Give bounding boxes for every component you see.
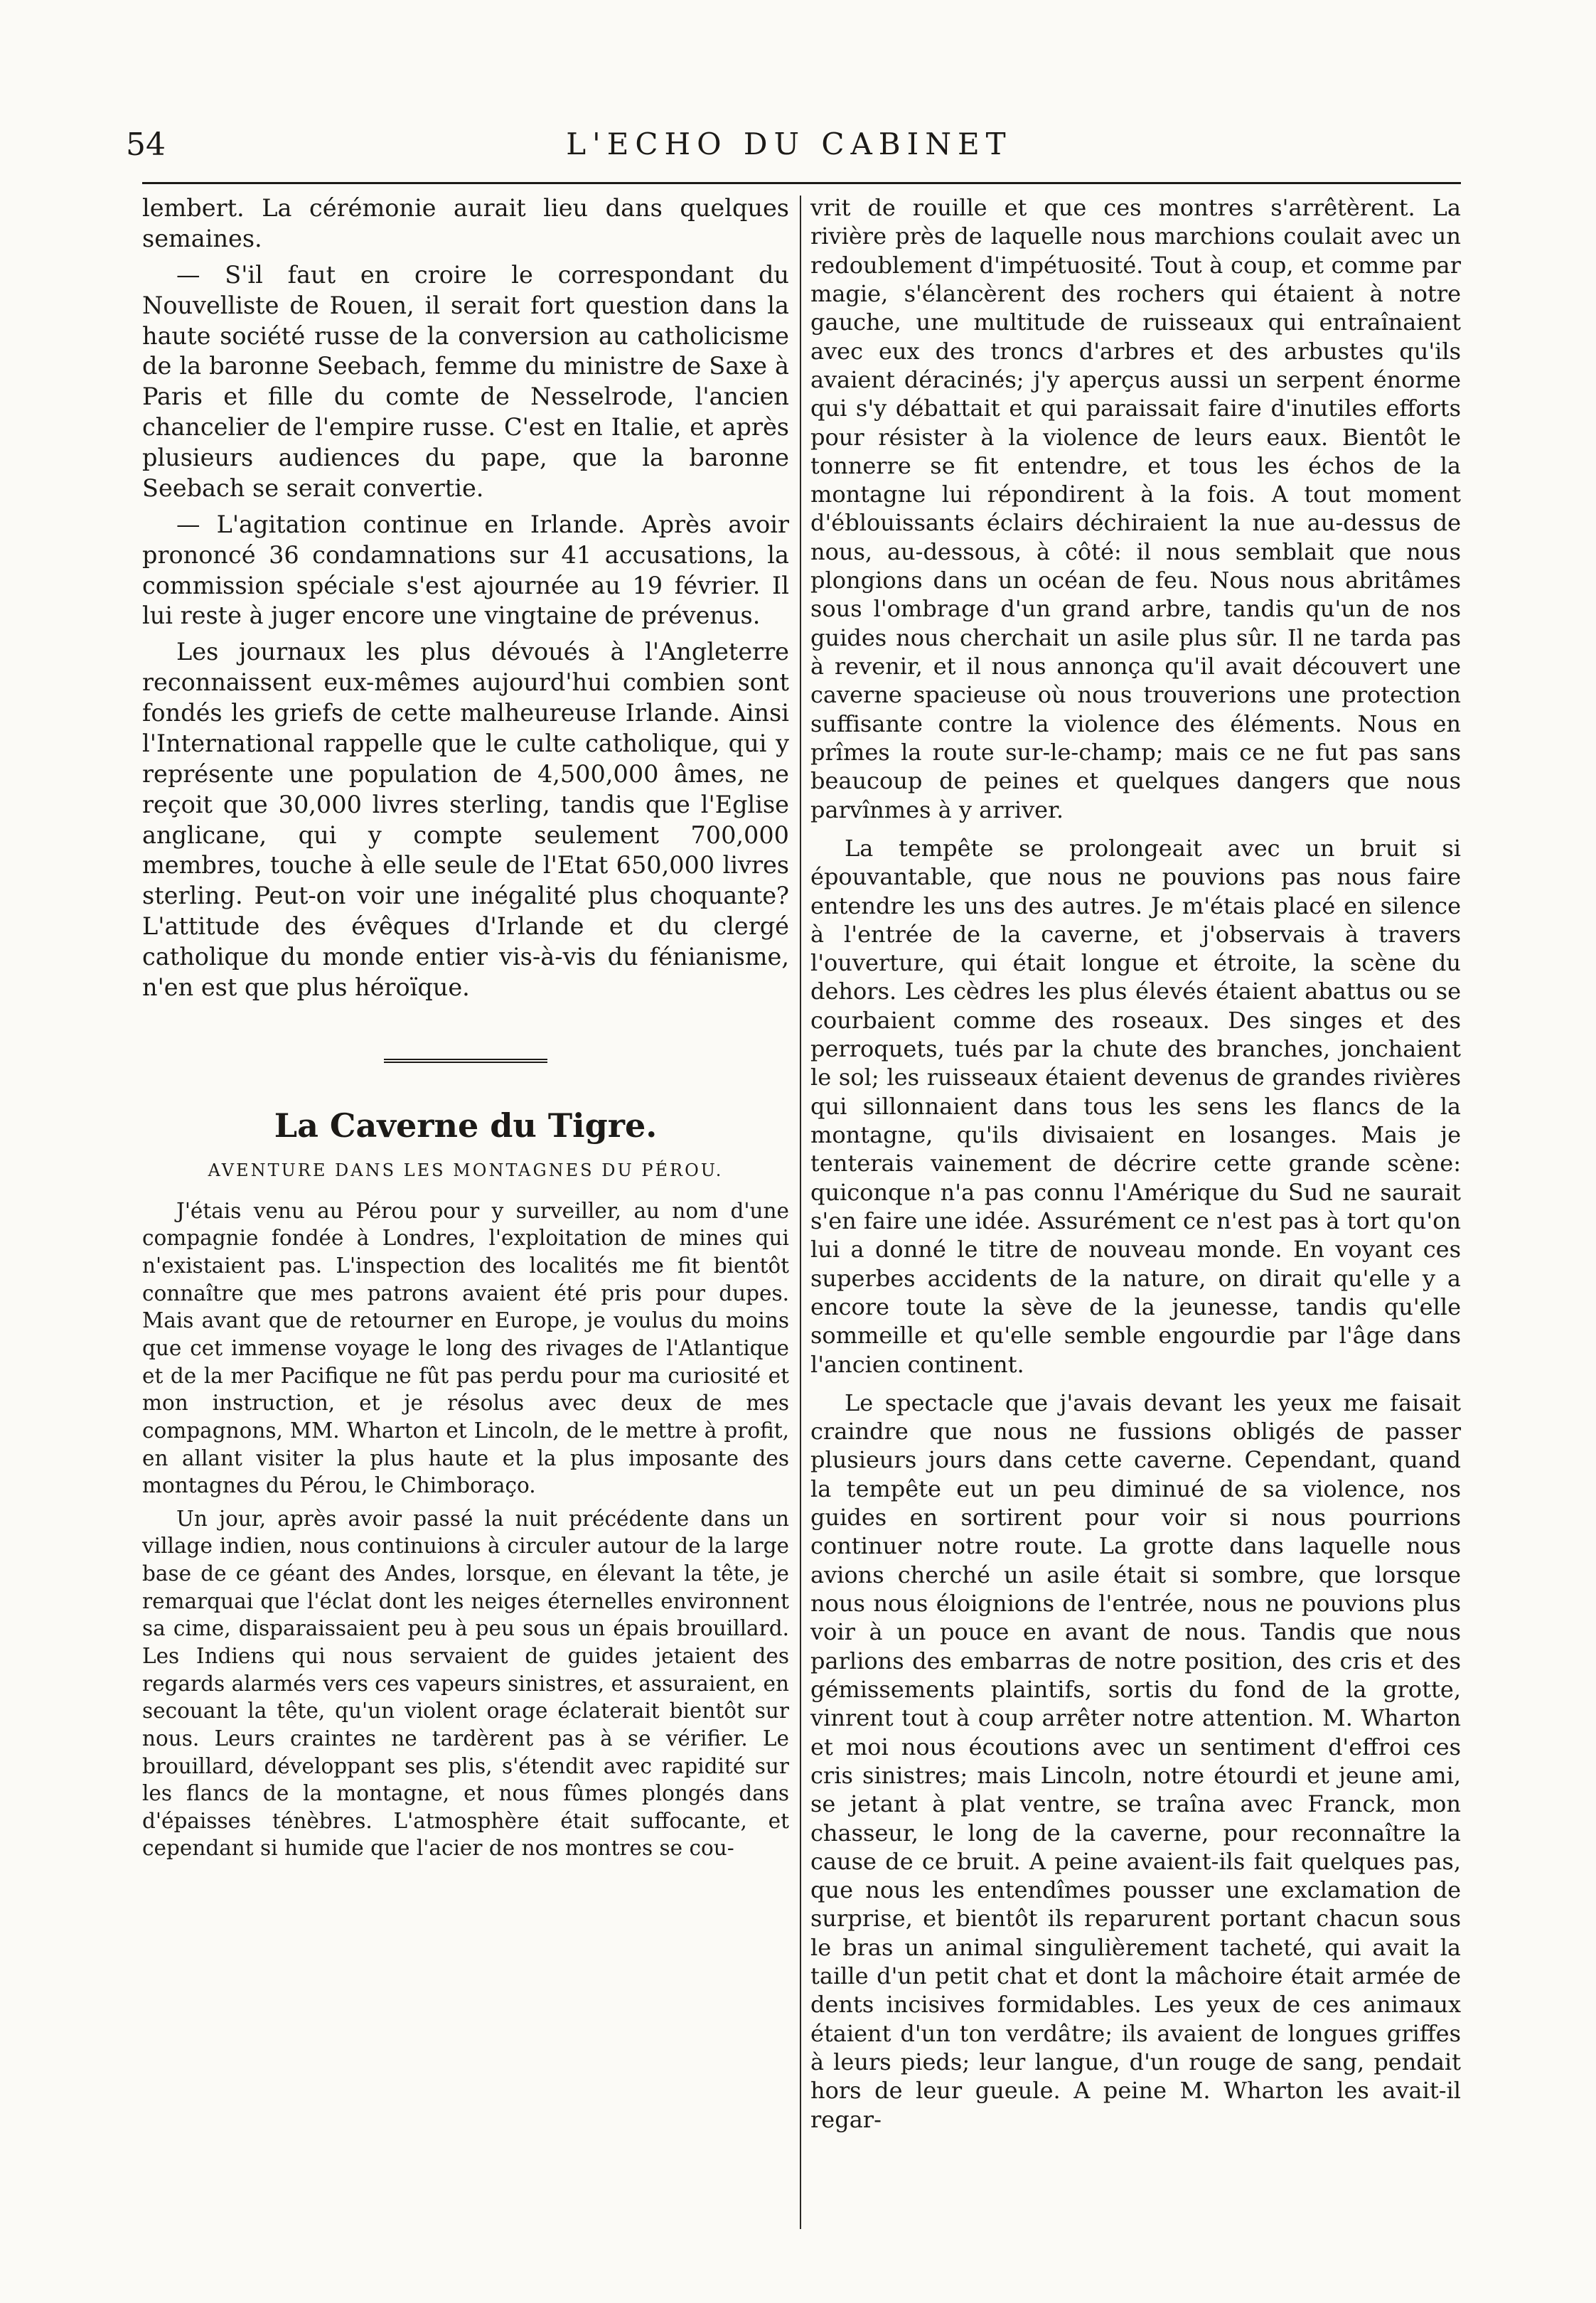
news-paragraph: — S'il faut en croire le correspondant du Nouvelliste de Rouen, il serait fort question dans la haute société russe de la conversion au catholicisme de la baronne Seebach, femme du ministre de Saxe à Paris et fille du comte de Nesselrode, l'ancien chancelier de l'empire russe. C'est en Italie, et après plusieurs audiences du pape, que la baronne Seebach se serait convertie.	[142, 260, 789, 502]
running-title: L'ECHO DU CABINET	[566, 127, 1012, 161]
news-paragraph: — L'agitation continue en Irlande. Après avoir prononcé 36 condamnations sur 41 accusations, la commission spéciale s'est ajournée au 19 février. Il lui reste à juger encore une vingtaine de prévenus.	[142, 510, 789, 630]
article-title: La Caverne du Tigre.	[274, 1106, 658, 1145]
article-paragraph: Le spectacle que j'avais devant les yeux me faisait craindre que nous ne fussions obligés de passer plusieurs jours dans cette caverne. Cependant, quand la tempête eut un peu diminué de sa violence, nos guides en sortirent pour voir si nous pourrions continuer notre route. La grotte dans laquelle nous avions cherché un asile était si sombre, que lorsque nous nous éloignions de l'entrée, nous ne pouvions plus voir à un pouce en avant de nous. Tandis que nous parlions des embarras de notre position, des cris et des gémissements plaintifs, sortis du fond de la grotte, vinrent tout à coup arrêter notre attention. M. Wharton et moi nous écoutions avec un sentiment d'effroi ces cris sinistres; mais Lincoln, notre étourdi et jeune ami, se jetant à plat ventre, se traîna avec Franck, mon chasseur, le long de la caverne, pour reconnaître la cause de ce bruit. A peine avaient-ils fait quelques pas, que nous les entendîmes pousser une exclamation de surprise, et bientôt ils reparurent portant chacun sous le bras un animal singulièrement tacheté, qui avait la taille d'un petit chat et dont la mâchoire était armée de dents incisives formidables. Les yeux de ces animaux étaient d'un ton verdâtre; ils avaient de longues griffes à leurs pieds; leur langue, d'un rouge de sang, pendait hors de leur gueule. A peine M. Wharton les avait-il regar-	[810, 1389, 1461, 2133]
article-paragraph: J'étais venu au Pérou pour y surveiller, au nom d'une compagnie fondée à Londres, l'exploitation de mines qui n'existaient pas. L'inspection des localités me fit bientôt connaître que mes patrons avaient été pris pour dupes. Mais avant que de retourner en Europe, je voulus du moins que cet immense voyage le long des rivages de l'Atlantique et de la mer Pacifique ne fût pas perdu pour ma curiosité et mon instruction, et je résolus avec deux de mes compagnons, MM. Wharton et Lincoln, de le mettre à profit, en allant visiter la plus haute et la plus imposante des montagnes du Pérou, le Chimboraço.	[142, 1198, 789, 1498]
section-divider	[384, 1059, 547, 1062]
article-paragraph: Un jour, après avoir passé la nuit précédente dans un village indien, nous continuions à circuler autour de la large base de ce géant des Andes, lorsque, en élevant la tête, je remarquai que l'éclat dont les neiges éternelles environnent sa cime, disparaissaient peu à peu sous un épais brouillard. Les Indiens qui nous servaient de guides jetaient des regards alarmés vers ces vapeurs sinistres, et assuraient, en secouant la tête, qu'un violent orage éclaterait bientôt sur nous. Leurs craintes ne tardèrent pas à se vérifier. Le brouillard, développant ses plis, s'étendit avec rapidité sur les flancs de la montagne, et nous fûmes plongés dans d'épaisses ténèbres. L'atmosphère était suffocante, et cependant si humide que l'acier de nos montres se cou-	[142, 1506, 789, 1861]
article-body-left	[142, 1197, 789, 1862]
left-column	[142, 193, 789, 1862]
header-rule	[142, 182, 1461, 184]
article-subtitle: AVENTURE DANS LES MONTAGNES DU PÉROU.	[208, 1160, 724, 1180]
page-number: 54	[126, 127, 166, 163]
right-column	[810, 193, 1461, 2134]
news-paragraph: lembert. La cérémonie aurait lieu dans quelques semaines.	[142, 194, 789, 252]
article-paragraph: La tempête se prolongeait avec un bruit si épouvantable, que nous ne pouvions pas nous faire entendre les uns des autres. Je m'étais placé en silence à l'entrée de la caverne, et j'observais à travers l'ouverture, qui était longue et étroite, la scène du dehors. Les cèdres les plus élevés étaient abattus ou se courbaient comme des roseaux. Des singes et des perroquets, tués par la chute des branches, jonchaient le sol; les ruisseaux étaient devenus de grandes rivières qui sillonnaient dans tous les sens les flancs de la montagne, qu'ils divisaient en losanges. Mais je tenterais vainement de décrire cette grande scène: quiconque n'a pas connu l'Amérique du Sud ne saurait s'en faire une idée. Assurément ce n'est pas à tort qu'on lui a donné le titre de nouveau monde. En voyant ces superbes accidents de la nature, on dirait qu'elle y a encore toute la sève de la jeunesse, tandis qu'elle sommeille et qu'elle semble engourdie par l'âge dans l'ancien continent.	[810, 834, 1461, 1378]
column-divider	[800, 196, 801, 2229]
article-paragraph: vrit de rouille et que ces montres s'arrêtèrent. La rivière près de laquelle nous marchions coulait avec un redoublement d'impétuosité. Tout à coup, et comme par magie, s'élancèrent des rochers qui étaient à notre gauche, une multitude de ruisseaux qui entraînaient avec eux des troncs d'arbres et des arbustes qu'ils avaient déracinés; j'y aperçus aussi un serpent énorme qui s'y débattait et qui paraissait faire d'inutiles efforts pour résister à la violence de leurs eaux. Bientôt le tonnerre se fit entendre, et tous les échos de la montagne lui répondirent à la fois. A tout moment d'éblouissants éclairs déchiraient la nue au-dessus de nous, au-dessous, à côté: il nous semblait que nous plongions dans un océan de feu. Nous nous abritâmes sous l'ombrage d'un grand arbre, tandis qu'un de nos guides nous cherchait un asile plus sûr. Il ne tarda pas à revenir, et il nous annonça qu'il avait découvert une caverne spacieuse où nous trouverions une protection suffisante contre la violence des éléments. Nous en prîmes la route sur-le-champ; mais ce ne fut pas sans beaucoup de peines et quelques dangers que nous parvînmes à y arriver.	[810, 194, 1461, 823]
page-header	[117, 127, 1461, 169]
news-paragraph: Les journaux les plus dévoués à l'Angleterre reconnaissent eux-mêmes aujourd'hui combien sont fondés les griefs de cette malheureuse Irlande. Ainsi l'International rappelle que le culte catholique, qui y représente une population de 4,500,000 âmes, ne reçoit que 30,000 livres sterling, tandis que l'Eglise anglicane, qui y compte seulement 700,000 membres, touche à elle seule de l'Etat 650,000 livres sterling. Peut-on voir une inégalité plus choquante? L'attitude des évêques d'Irlande et du clergé catholique du monde entier vis-à-vis du fénianisme, n'en est que plus héroïque.	[142, 638, 789, 1001]
